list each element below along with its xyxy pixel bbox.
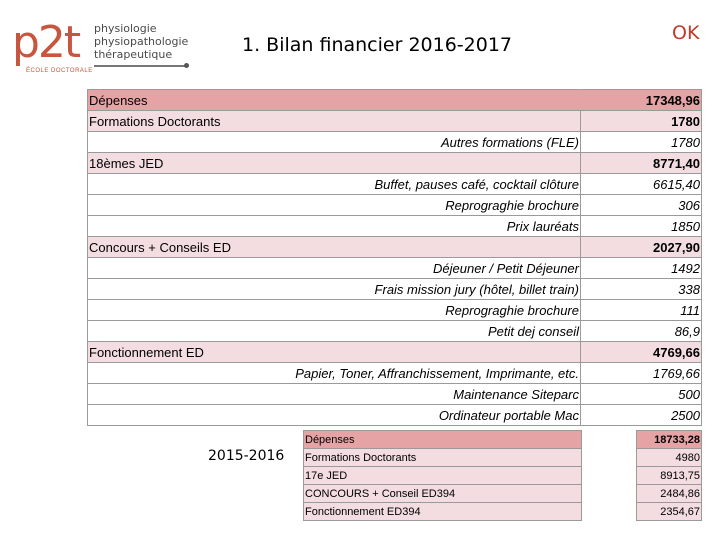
row-value: 2027,90 xyxy=(581,237,702,258)
p2t-logo xyxy=(12,17,189,78)
column-gap xyxy=(582,449,637,467)
row-label: Reprograghie brochure xyxy=(88,300,581,321)
row-label: Déjeuner / Petit Déjeuner xyxy=(88,258,581,279)
row-label: Frais mission jury (hôtel, billet train) xyxy=(88,279,581,300)
row-label: Formations Doctorants xyxy=(304,449,582,467)
row-value: 6615,40 xyxy=(581,174,702,195)
row-label: Reprograghie brochure xyxy=(88,195,581,216)
row-value: 1492 xyxy=(581,258,702,279)
table-row xyxy=(88,111,702,132)
column-gap xyxy=(582,431,637,449)
row-value: 2500 xyxy=(581,405,702,426)
row-value: 500 xyxy=(581,384,702,405)
table-row xyxy=(88,174,702,195)
row-value: 8771,40 xyxy=(581,153,702,174)
table-row xyxy=(88,405,702,426)
row-label: Prix lauréats xyxy=(88,216,581,237)
logo-line: thérapeutique xyxy=(94,48,173,61)
row-label: Dépenses xyxy=(88,90,581,111)
table-row xyxy=(304,503,702,521)
budget-table-2016-2017 xyxy=(87,89,702,426)
row-label: Buffet, pauses café, cocktail clôture xyxy=(88,174,581,195)
table-row xyxy=(88,132,702,153)
row-value: 1780 xyxy=(581,132,702,153)
status-ok: OK xyxy=(672,22,700,44)
logo-text xyxy=(94,22,188,61)
row-value: 18733,28 xyxy=(637,431,702,449)
row-value: 1850 xyxy=(581,216,702,237)
row-value: 17348,96 xyxy=(581,90,702,111)
table-row xyxy=(88,195,702,216)
budget-table-2015-2016 xyxy=(303,430,702,521)
table-row xyxy=(304,467,702,485)
column-gap xyxy=(582,467,637,485)
row-value: 4980 xyxy=(637,449,702,467)
row-value: 338 xyxy=(581,279,702,300)
table-row xyxy=(304,449,702,467)
table-row xyxy=(88,153,702,174)
table-row xyxy=(88,321,702,342)
row-label: CONCOURS + Conseil ED394 xyxy=(304,485,582,503)
table-row xyxy=(88,258,702,279)
column-gap xyxy=(582,503,637,521)
row-value: 86,9 xyxy=(581,321,702,342)
row-label: 17e JED xyxy=(304,467,582,485)
row-value: 2354,67 xyxy=(637,503,702,521)
table-row xyxy=(88,342,702,363)
table-row xyxy=(304,431,702,449)
page-title: 1. Bilan financier 2016-2017 xyxy=(242,34,513,56)
row-label: 18èmes JED xyxy=(88,153,581,174)
logo-line: physiopathologie xyxy=(94,35,189,48)
logo-mark: p2t xyxy=(12,17,80,68)
row-label: Papier, Toner, Affranchissement, Imprimante, etc. xyxy=(88,363,581,384)
table-row xyxy=(304,485,702,503)
row-value: 1780 xyxy=(581,111,702,132)
row-label: Fonctionnement ED394 xyxy=(304,503,582,521)
table-row xyxy=(88,300,702,321)
table-row xyxy=(88,279,702,300)
row-label: Maintenance Siteparc xyxy=(88,384,581,405)
previous-year-label: 2015-2016 xyxy=(208,448,285,464)
row-label: Concours + Conseils ED xyxy=(88,237,581,258)
table-row xyxy=(88,237,702,258)
row-label: Petit dej conseil xyxy=(88,321,581,342)
row-value: 2484,86 xyxy=(637,485,702,503)
row-label: Formations Doctorants xyxy=(88,111,581,132)
table-row xyxy=(88,384,702,405)
logo-subtitle: ÉCOLE DOCTORALE xyxy=(26,68,93,74)
table-row xyxy=(88,216,702,237)
logo-dot xyxy=(184,63,189,68)
row-value: 4769,66 xyxy=(581,342,702,363)
row-value: 8913,75 xyxy=(637,467,702,485)
row-value: 1769,66 xyxy=(581,363,702,384)
logo-line: physiologie xyxy=(94,22,157,35)
row-value: 306 xyxy=(581,195,702,216)
row-label: Autres formations (FLE) xyxy=(88,132,581,153)
row-label: Fonctionnement ED xyxy=(88,342,581,363)
row-label: Dépenses xyxy=(304,431,582,449)
row-label: Ordinateur portable Mac xyxy=(88,405,581,426)
table-row xyxy=(88,363,702,384)
row-value: 111 xyxy=(581,300,702,321)
table-row xyxy=(88,90,702,111)
column-gap xyxy=(582,485,637,503)
logo-underline xyxy=(94,65,186,67)
